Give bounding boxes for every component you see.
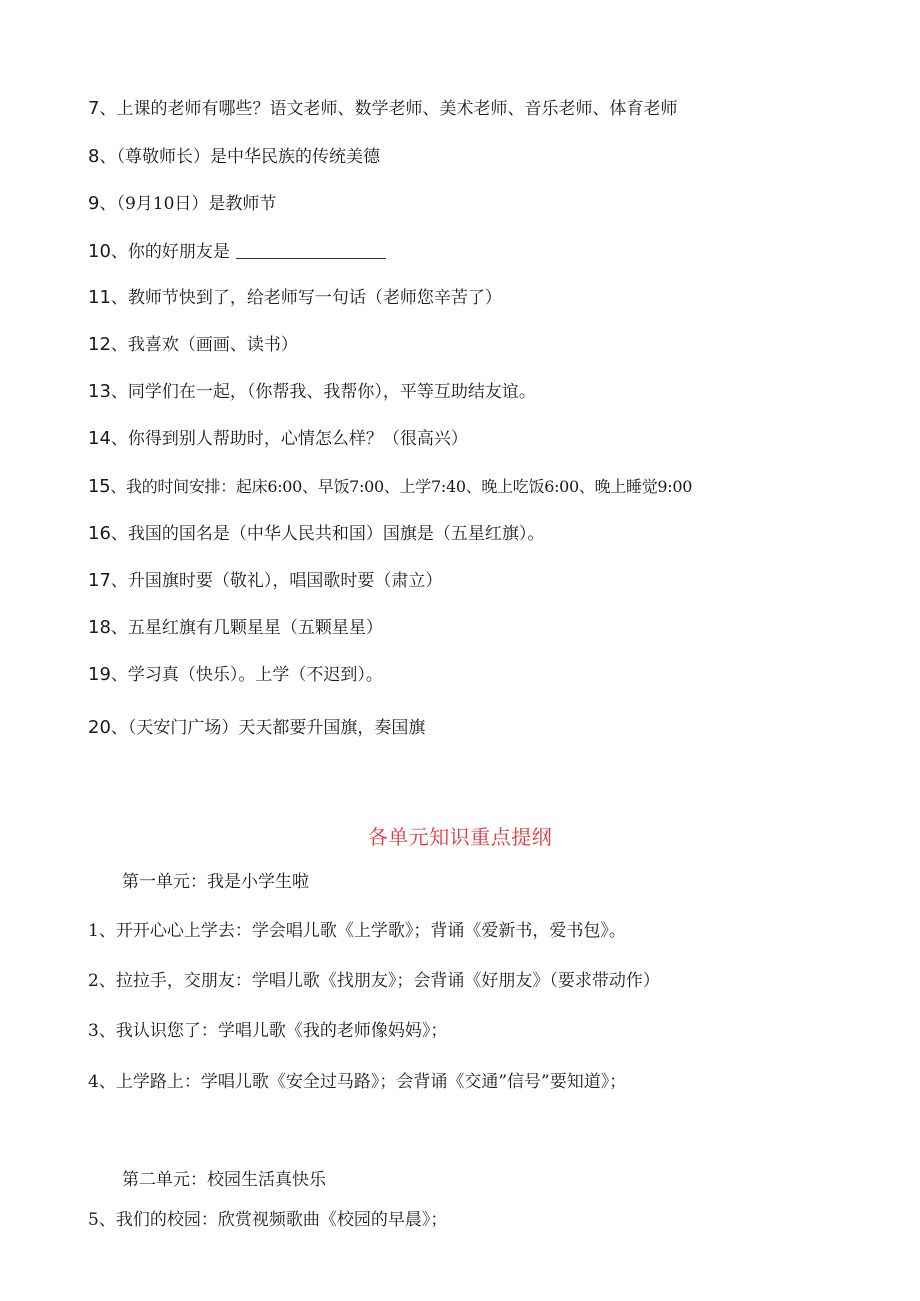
qa-item bbox=[88, 476, 692, 498]
item-number: 13 bbox=[88, 381, 111, 402]
item-text: 、教师节快到了，给老师写一句话（老师您辛苦了） bbox=[110, 288, 502, 308]
item-text: 、你得到别人帮助时，心情怎么样？（很高兴） bbox=[110, 429, 468, 449]
qa-item bbox=[88, 570, 442, 592]
item-text: 、学习真（快乐）。上学（不迟到）。 bbox=[110, 665, 383, 685]
item-text: 、我喜欢（画画、读书） bbox=[110, 335, 298, 355]
unit-item: 3、我认识您了：学唱儿歌《我的老师像妈妈》； bbox=[88, 1021, 448, 1041]
unit-item: 2、拉拉手，交朋友：学唱儿歌《找朋友》；会背诵《好朋友》（要求带动作） bbox=[88, 971, 660, 991]
qa-item bbox=[88, 146, 380, 168]
section-heading: 各单元知识重点提纲 bbox=[367, 825, 553, 849]
item-text: 、你的好朋友是 bbox=[110, 242, 230, 262]
qa-item bbox=[88, 98, 677, 120]
item-text: 、（尊敬师长）是中华民族的传统美德 bbox=[99, 147, 380, 167]
item-text: 、我国的国名是（中华人民共和国）国旗是（五星红旗）。 bbox=[110, 524, 545, 544]
unit-item: 4、上学路上：学唱儿歌《安全过马路》；会背诵《交通”信号”要知道》； bbox=[88, 1072, 627, 1092]
qa-item bbox=[88, 523, 544, 545]
item-number: 20 bbox=[88, 717, 111, 738]
item-number: 11 bbox=[88, 287, 111, 308]
qa-item bbox=[88, 428, 468, 450]
item-text: 、升国旗时要（敬礼），唱国歌时要（肃立） bbox=[110, 571, 443, 591]
item-number: 19 bbox=[88, 664, 111, 685]
qa-item bbox=[88, 240, 386, 263]
qa-item bbox=[88, 717, 425, 739]
item-number: 10 bbox=[88, 241, 111, 262]
unit-item: 1、开开心心上学去：学会唱儿歌《上学歌》；背诵《爱新书，爱书包》。 bbox=[88, 921, 626, 941]
item-number: 16 bbox=[88, 523, 111, 544]
item-number: 8 bbox=[88, 146, 100, 167]
qa-item bbox=[88, 287, 502, 309]
item-number: 12 bbox=[88, 334, 111, 355]
item-number: 9 bbox=[88, 193, 100, 214]
item-text: 、上课的老师有哪些？语文老师、数学老师、美术老师、音乐老师、体育老师 bbox=[99, 99, 678, 119]
qa-item bbox=[88, 193, 276, 215]
item-text: 、（天安门广场）天天都要升国旗，奏国旗 bbox=[110, 718, 426, 738]
unit-title: 第二单元：校园生活真快乐 bbox=[122, 1170, 326, 1190]
unit-title: 第一单元：我是小学生啦 bbox=[122, 872, 309, 892]
qa-item bbox=[88, 334, 298, 356]
item-text: 、同学们在一起，（你帮我、我帮你），平等互助结友谊。 bbox=[110, 382, 536, 402]
qa-item bbox=[88, 664, 383, 686]
item-number: 14 bbox=[88, 428, 111, 449]
item-number: 15 bbox=[88, 476, 111, 497]
item-text: 、（9月10日）是教师节 bbox=[99, 194, 277, 214]
unit-item: 5、我们的校园：欣赏视频歌曲《校园的早晨》； bbox=[88, 1210, 448, 1230]
item-text: 、我的时间安排：起床6:00、早饭7:00、上学7:40、晚上吃饭6:00、晚上睡觉9:00 bbox=[110, 477, 693, 496]
item-number: 18 bbox=[88, 617, 111, 638]
answer-blank-line bbox=[236, 240, 386, 259]
qa-item bbox=[88, 617, 383, 639]
item-number: 17 bbox=[88, 570, 111, 591]
item-number: 7 bbox=[88, 98, 100, 119]
qa-item bbox=[88, 381, 536, 403]
item-text: 、五星红旗有几颗星星（五颗星星） bbox=[110, 618, 383, 638]
